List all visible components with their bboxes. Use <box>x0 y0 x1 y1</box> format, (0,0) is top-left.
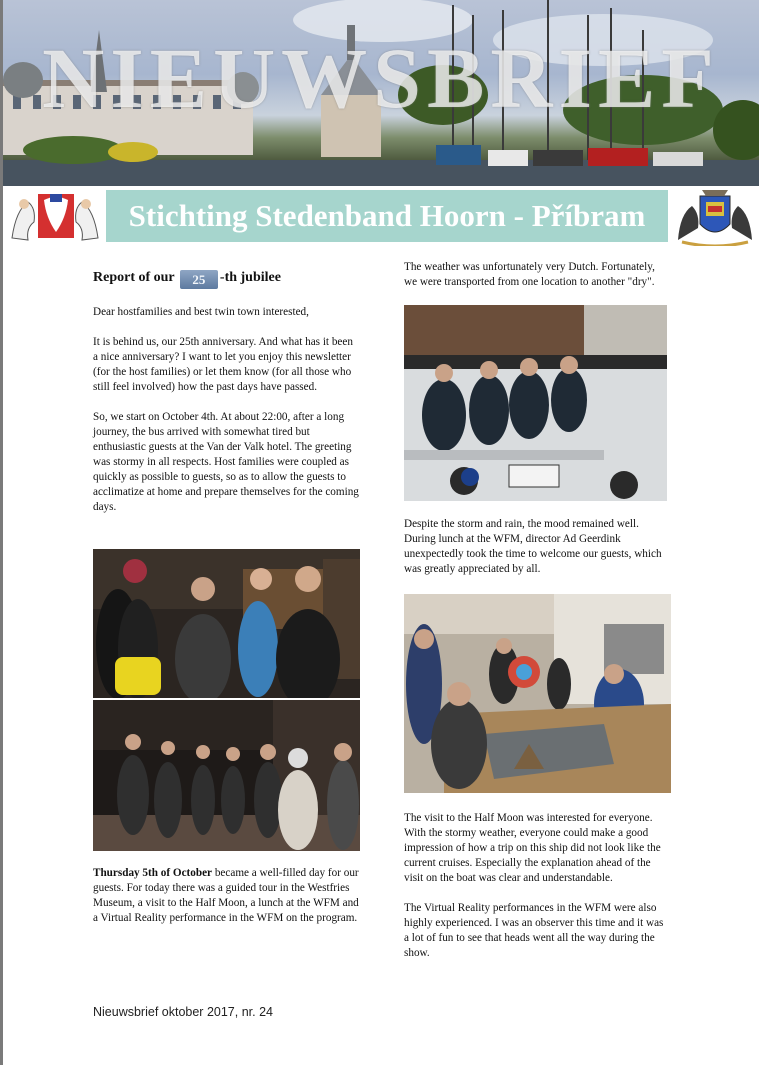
article-heading <box>93 270 281 289</box>
footer-issue-info: Nieuwsbrief oktober 2017, nr. 24 <box>93 1005 273 1019</box>
photo-hotel-lobby <box>93 700 360 851</box>
photo-hotel-greeting <box>93 549 360 698</box>
paragraph-greeting: Dear hostfamilies and best twin town interested, <box>93 306 309 318</box>
column-left-intro <box>93 305 359 530</box>
heading-text-end: -th jubilee <box>219 270 281 285</box>
paragraph-arrival: So, we start on October 4th. At about 22:00, after a long journey, the bus arrived with somewhat tired but enthusiastic guests at the Van der Valk hotel. The greeting was stormy in all respects. Host families were coupled as quickly as possible to guests, so as to allow the guests to acclimatize at home and prepare themselves for the coming days. <box>93 411 359 513</box>
photo-museum-model-table <box>404 594 671 793</box>
hoorn-coat-of-arms-logo <box>6 188 104 246</box>
heading-text-start: Report of our <box>93 270 175 285</box>
pribram-coat-of-arms-logo <box>672 188 758 246</box>
photo-electric-shuttle <box>404 305 667 501</box>
column-right-weather <box>404 260 670 305</box>
jubilee-25-badge: 25 <box>180 270 218 289</box>
banner-image <box>3 0 759 186</box>
page-title: Stichting Stedenband Hoorn - Příbram <box>128 198 646 233</box>
thursday-text: became a well-filled day for our guests. For today there was a guided tour in the Westfries Museum, a visit to the Half Moon, a lunch at the WFM and a Virtual Reality performance in the WFM on the program. <box>93 867 359 924</box>
paragraph-anniversary: It is behind us, our 25th anniversary. And what has it been a nice anniversary? I want to let you enjoy this newsletter (for the host families) or let them know (for all those who still feel involved) how the past days have passed. <box>93 336 353 393</box>
paragraph-half-moon: The visit to the Half Moon was interested for everyone. With the stormy weather, everyone could make a good impression of how a trip on this ship did not look like the current cruises. Especially the explanation ahead of the visit on the boat was clear and understandable. <box>404 812 661 884</box>
thursday-date: Thursday 5th of October <box>93 867 213 879</box>
banner-title: NIEUWSBRIEF <box>42 30 720 126</box>
column-left-thursday <box>93 866 359 941</box>
column-right-half-moon <box>404 811 670 976</box>
paragraph-virtual-reality: The Virtual Reality performances in the WFM were also highly experienced. I was an observer this time and it was a lot of fun to see that heads went all the way during the show. <box>404 902 664 959</box>
paragraph-lunch: Despite the storm and rain, the mood remained well. During lunch at the WFM, director Ad Geerdink unexpectedly took the time to welcome our guests, which was greatly appreciated by all. <box>404 518 662 575</box>
paragraph-thursday <box>93 866 359 926</box>
column-right-lunch <box>404 517 670 592</box>
paragraph-weather: The weather was unfortunately very Dutch. Fortunately, we were transported from one location to another "dry". <box>404 261 655 288</box>
header-title-bar <box>106 190 668 242</box>
